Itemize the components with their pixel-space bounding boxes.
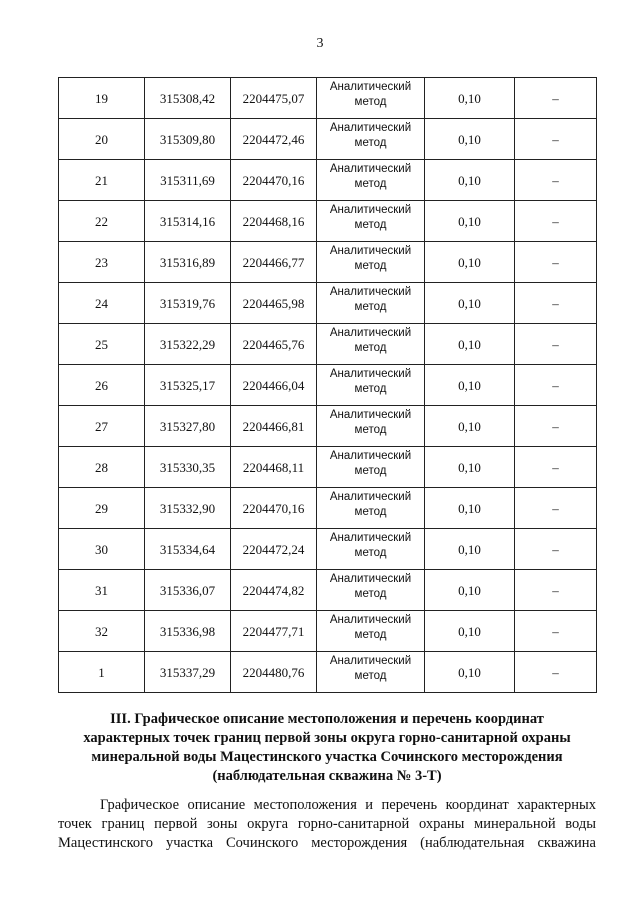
- point-number-cell: 22: [59, 201, 145, 242]
- y-coordinate-cell: 2204474,82: [231, 570, 317, 611]
- method-line: Аналитический: [329, 286, 412, 298]
- y-coordinate-cell: 2204477,71: [231, 611, 317, 652]
- accuracy-cell: 0,10: [425, 201, 515, 242]
- y-coordinate-cell: 2204466,77: [231, 242, 317, 283]
- table-row: [59, 611, 597, 652]
- method-line: метод: [354, 260, 387, 272]
- y-coordinate-cell: 2204472,24: [231, 529, 317, 570]
- method-line: метод: [354, 342, 387, 354]
- note-cell: –: [515, 488, 597, 529]
- accuracy-cell: 0,10: [425, 611, 515, 652]
- x-coordinate-cell: 315336,07: [145, 570, 231, 611]
- point-number-cell: 19: [59, 78, 145, 119]
- section-heading-line: характерных точек границ первой зоны округа горно-санитарной охраны: [83, 730, 571, 746]
- method-cell: [317, 529, 425, 570]
- method-line: метод: [354, 506, 387, 518]
- note-cell: –: [515, 119, 597, 160]
- table-row: [59, 488, 597, 529]
- section-heading: [58, 710, 596, 786]
- section-paragraph: [58, 796, 596, 853]
- point-number-cell: 30: [59, 529, 145, 570]
- accuracy-cell: 0,10: [425, 324, 515, 365]
- table-row: [59, 119, 597, 160]
- method-line: Аналитический: [329, 327, 412, 339]
- coordinates-table: [58, 77, 597, 693]
- x-coordinate-cell: 315319,76: [145, 283, 231, 324]
- method-line: метод: [354, 670, 387, 682]
- point-number-cell: 25: [59, 324, 145, 365]
- x-coordinate-cell: 315316,89: [145, 242, 231, 283]
- table-row: [59, 160, 597, 201]
- method-line: метод: [354, 137, 387, 149]
- method-cell: [317, 488, 425, 529]
- accuracy-cell: 0,10: [425, 78, 515, 119]
- y-coordinate-cell: 2204475,07: [231, 78, 317, 119]
- accuracy-cell: 0,10: [425, 529, 515, 570]
- coordinates-table-body: [59, 78, 597, 693]
- table-row: [59, 529, 597, 570]
- table-row: [59, 324, 597, 365]
- x-coordinate-cell: 315327,80: [145, 406, 231, 447]
- note-cell: –: [515, 570, 597, 611]
- accuracy-cell: 0,10: [425, 365, 515, 406]
- point-number-cell: 24: [59, 283, 145, 324]
- point-number-cell: 31: [59, 570, 145, 611]
- method-line: метод: [354, 424, 387, 436]
- x-coordinate-cell: 315330,35: [145, 447, 231, 488]
- note-cell: –: [515, 365, 597, 406]
- point-number-cell: 1: [59, 652, 145, 693]
- accuracy-cell: 0,10: [425, 406, 515, 447]
- note-cell: –: [515, 201, 597, 242]
- table-row: [59, 406, 597, 447]
- method-line: Аналитический: [329, 122, 412, 134]
- method-cell: [317, 201, 425, 242]
- method-cell: [317, 324, 425, 365]
- table-row: [59, 447, 597, 488]
- point-number-cell: 26: [59, 365, 145, 406]
- section-heading-line: (наблюдательная скважина № 3-Т): [212, 768, 442, 784]
- table-row: [59, 78, 597, 119]
- paragraph-line: точек границ первой зоны округа горно-санитарной охраны минеральной воды: [58, 816, 596, 832]
- paragraph-line: Графическое описание местоположения и перечень координат характерных: [100, 797, 596, 813]
- note-cell: –: [515, 78, 597, 119]
- method-line: метод: [354, 219, 387, 231]
- method-line: метод: [354, 178, 387, 190]
- method-line: метод: [354, 383, 387, 395]
- x-coordinate-cell: 315322,29: [145, 324, 231, 365]
- section-heading-line: минеральной воды Мацестинского участка Сочинского месторождения: [91, 749, 563, 765]
- method-line: Аналитический: [329, 81, 412, 93]
- y-coordinate-cell: 2204465,98: [231, 283, 317, 324]
- point-number-cell: 21: [59, 160, 145, 201]
- x-coordinate-cell: 315309,80: [145, 119, 231, 160]
- method-cell: [317, 652, 425, 693]
- point-number-cell: 23: [59, 242, 145, 283]
- accuracy-cell: 0,10: [425, 488, 515, 529]
- x-coordinate-cell: 315311,69: [145, 160, 231, 201]
- note-cell: –: [515, 611, 597, 652]
- method-cell: [317, 447, 425, 488]
- method-cell: [317, 611, 425, 652]
- x-coordinate-cell: 315314,16: [145, 201, 231, 242]
- accuracy-cell: 0,10: [425, 652, 515, 693]
- method-cell: [317, 283, 425, 324]
- method-line: Аналитический: [329, 409, 412, 421]
- method-cell: [317, 365, 425, 406]
- note-cell: –: [515, 324, 597, 365]
- point-number-cell: 32: [59, 611, 145, 652]
- x-coordinate-cell: 315325,17: [145, 365, 231, 406]
- y-coordinate-cell: 2204468,11: [231, 447, 317, 488]
- y-coordinate-cell: 2204465,76: [231, 324, 317, 365]
- note-cell: –: [515, 283, 597, 324]
- x-coordinate-cell: 315308,42: [145, 78, 231, 119]
- method-line: метод: [354, 629, 387, 641]
- method-line: Аналитический: [329, 532, 412, 544]
- method-cell: [317, 242, 425, 283]
- y-coordinate-cell: 2204470,16: [231, 488, 317, 529]
- page-number: 3: [316, 36, 324, 51]
- x-coordinate-cell: 315334,64: [145, 529, 231, 570]
- x-coordinate-cell: 315332,90: [145, 488, 231, 529]
- note-cell: –: [515, 529, 597, 570]
- table-row: [59, 201, 597, 242]
- method-line: метод: [354, 465, 387, 477]
- y-coordinate-cell: 2204472,46: [231, 119, 317, 160]
- x-coordinate-cell: 315336,98: [145, 611, 231, 652]
- accuracy-cell: 0,10: [425, 283, 515, 324]
- method-line: Аналитический: [329, 655, 412, 667]
- section-heading-line: III. Графическое описание местоположения и перечень координат: [110, 711, 544, 727]
- y-coordinate-cell: 2204466,04: [231, 365, 317, 406]
- table-row: [59, 570, 597, 611]
- method-cell: [317, 406, 425, 447]
- note-cell: –: [515, 160, 597, 201]
- method-cell: [317, 78, 425, 119]
- accuracy-cell: 0,10: [425, 242, 515, 283]
- method-cell: [317, 570, 425, 611]
- method-cell: [317, 160, 425, 201]
- y-coordinate-cell: 2204480,76: [231, 652, 317, 693]
- point-number-cell: 20: [59, 119, 145, 160]
- y-coordinate-cell: 2204466,81: [231, 406, 317, 447]
- table-row: [59, 283, 597, 324]
- accuracy-cell: 0,10: [425, 119, 515, 160]
- method-line: Аналитический: [329, 204, 412, 216]
- method-line: Аналитический: [329, 614, 412, 626]
- accuracy-cell: 0,10: [425, 447, 515, 488]
- note-cell: –: [515, 406, 597, 447]
- table-row: [59, 365, 597, 406]
- x-coordinate-cell: 315337,29: [145, 652, 231, 693]
- table-row: [59, 652, 597, 693]
- table-row: [59, 242, 597, 283]
- method-line: метод: [354, 547, 387, 559]
- method-cell: [317, 119, 425, 160]
- point-number-cell: 29: [59, 488, 145, 529]
- note-cell: –: [515, 652, 597, 693]
- method-line: метод: [354, 96, 387, 108]
- y-coordinate-cell: 2204468,16: [231, 201, 317, 242]
- accuracy-cell: 0,10: [425, 570, 515, 611]
- point-number-cell: 27: [59, 406, 145, 447]
- method-line: Аналитический: [329, 450, 412, 462]
- note-cell: –: [515, 447, 597, 488]
- point-number-cell: 28: [59, 447, 145, 488]
- method-line: Аналитический: [329, 491, 412, 503]
- y-coordinate-cell: 2204470,16: [231, 160, 317, 201]
- method-line: метод: [354, 301, 387, 313]
- method-line: Аналитический: [329, 245, 412, 257]
- accuracy-cell: 0,10: [425, 160, 515, 201]
- method-line: Аналитический: [329, 573, 412, 585]
- note-cell: –: [515, 242, 597, 283]
- method-line: Аналитический: [329, 368, 412, 380]
- paragraph-line: Мацестинского участка Сочинского месторождения (наблюдательная скважина: [58, 835, 596, 851]
- method-line: метод: [354, 588, 387, 600]
- method-line: Аналитический: [329, 163, 412, 175]
